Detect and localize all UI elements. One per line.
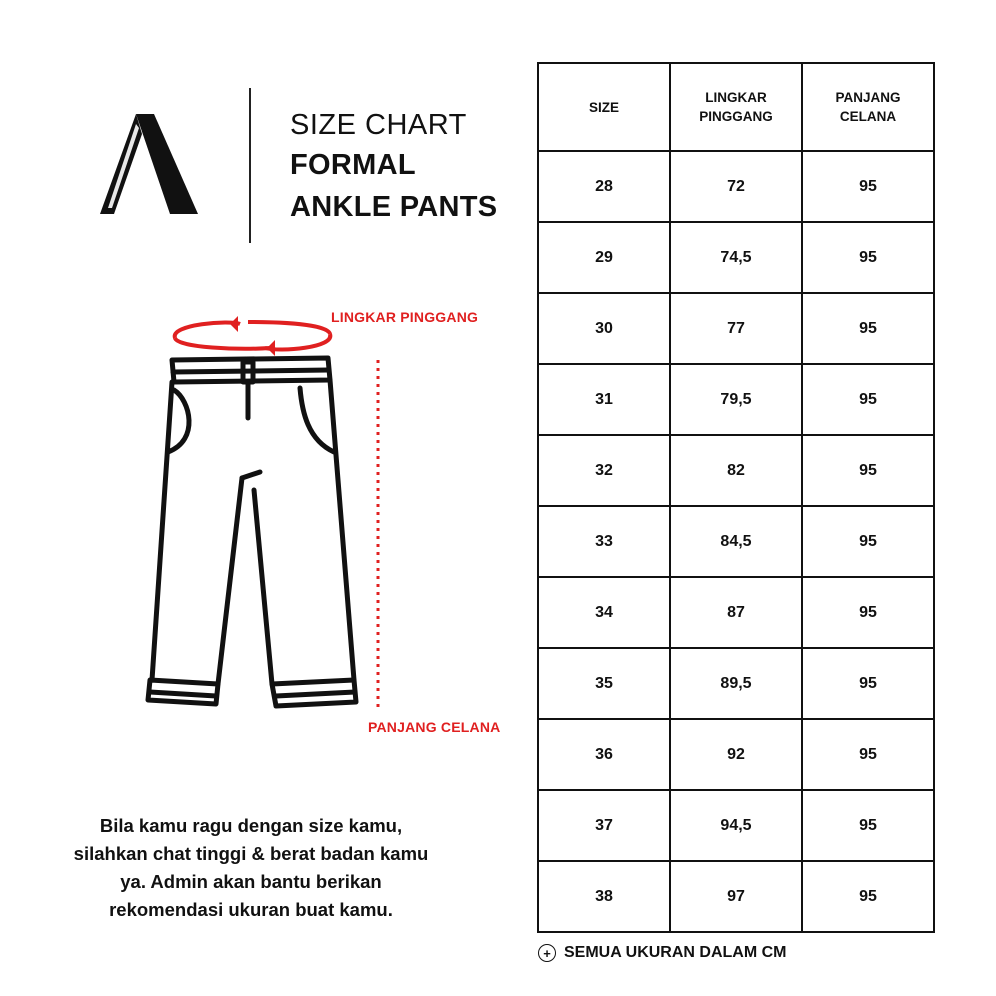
cell-length: 95 (802, 293, 934, 364)
cell-waist: 82 (670, 435, 802, 506)
cell-length: 95 (802, 648, 934, 719)
table-row (538, 222, 934, 293)
arrow-head-right (230, 316, 238, 332)
brand-logo-icon (92, 108, 204, 220)
length-label: PANJANG CELANA (368, 719, 501, 735)
product-title-line1: FORMAL (290, 149, 416, 181)
header-text-line: LINGKAR (705, 90, 767, 105)
cell-length: 95 (802, 861, 934, 932)
cell-length: 95 (802, 506, 934, 577)
cell-size: 36 (538, 719, 670, 790)
cell-size: 35 (538, 648, 670, 719)
header-text-line: SIZE (588, 99, 619, 115)
pants-outline (148, 358, 356, 706)
header-text-line: CELANA (839, 109, 897, 124)
size-chart-subtitle: SIZE CHART (290, 109, 467, 141)
cell-length: 95 (802, 790, 934, 861)
cell-waist: 89,5 (670, 648, 802, 719)
cell-waist: 97 (670, 861, 802, 932)
cell-size: 30 (538, 293, 670, 364)
cell-size: 32 (538, 435, 670, 506)
table-row (538, 506, 934, 577)
footer-text: SEMUA UKURAN DALAM CM (564, 944, 787, 961)
table-header-row (538, 63, 934, 151)
cell-size: 29 (538, 222, 670, 293)
cell-length: 95 (802, 719, 934, 790)
table-row (538, 293, 934, 364)
table-row (538, 861, 934, 932)
cell-size: 31 (538, 364, 670, 435)
cell-length: 95 (802, 577, 934, 648)
cell-size: 38 (538, 861, 670, 932)
header-waist (670, 63, 802, 151)
cell-waist: 92 (670, 719, 802, 790)
advice-note: Bila kamu ragu dengan size kamu, silahkan chat tinggi & berat badan kamu ya. Admin akan bantu berikan rekomendasi ukuran buat kamu. (73, 815, 429, 920)
title-block (290, 106, 497, 228)
header-size (538, 63, 670, 151)
cell-waist: 94,5 (670, 790, 802, 861)
table-row (538, 435, 934, 506)
waist-label: LINGKAR PINGGANG (331, 309, 479, 325)
cell-length: 95 (802, 364, 934, 435)
cell-size: 37 (538, 790, 670, 861)
cell-waist: 77 (670, 293, 802, 364)
cell-length: 95 (802, 151, 934, 222)
arrow-head-left (267, 340, 275, 356)
header-length (802, 63, 934, 151)
size-table (537, 62, 935, 933)
table-body (538, 151, 934, 932)
cell-size: 34 (538, 577, 670, 648)
cell-length: 95 (802, 222, 934, 293)
table-row (538, 648, 934, 719)
product-title-line2: ANKLE PANTS (290, 191, 498, 223)
table-row (538, 364, 934, 435)
cell-waist: 72 (670, 151, 802, 222)
plus-circle-icon: + (538, 944, 556, 962)
header-divider (249, 88, 251, 243)
cell-size: 28 (538, 151, 670, 222)
table-row (538, 790, 934, 861)
cell-waist: 79,5 (670, 364, 802, 435)
cell-waist: 87 (670, 577, 802, 648)
waist-rotation-icon (175, 322, 331, 349)
cell-length: 95 (802, 435, 934, 506)
table-row (538, 151, 934, 222)
footer-note (538, 944, 787, 962)
pants-illustration (130, 300, 520, 740)
header-text-line: PANJANG (835, 90, 901, 105)
cell-size: 33 (538, 506, 670, 577)
table-row (538, 719, 934, 790)
cell-waist: 84,5 (670, 506, 802, 577)
cell-waist: 74,5 (670, 222, 802, 293)
header-text-line: PINGGANG (699, 109, 773, 124)
table-row (538, 577, 934, 648)
